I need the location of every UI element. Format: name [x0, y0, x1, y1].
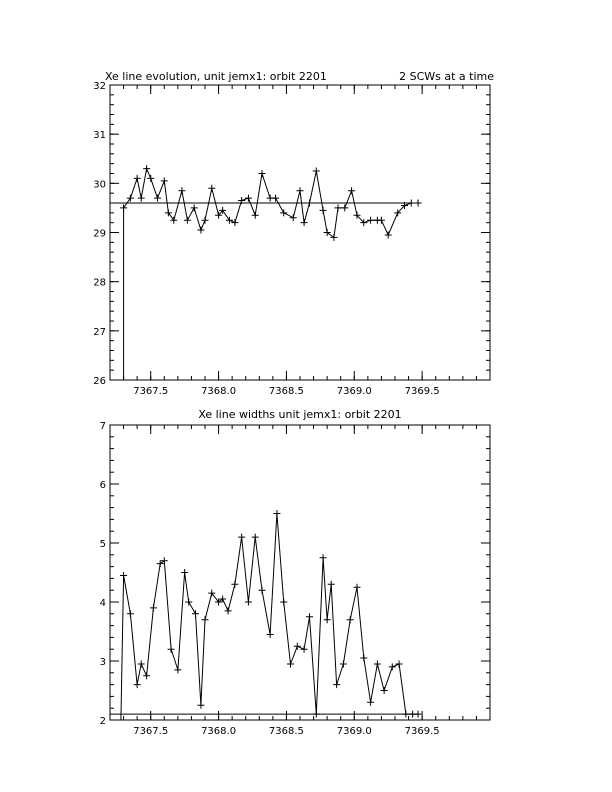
data-point	[127, 610, 134, 617]
x-tick-label: 7369.0	[336, 386, 372, 397]
y-tick-label: 2	[99, 716, 106, 727]
data-point	[328, 581, 335, 588]
data-point	[320, 554, 327, 561]
data-point	[120, 572, 127, 579]
data-point	[273, 510, 280, 517]
data-point	[191, 204, 198, 211]
data-point	[231, 581, 238, 588]
x-tick-label: 7369.5	[404, 386, 440, 397]
plot-frame	[110, 425, 490, 720]
data-point	[367, 217, 374, 224]
data-point	[267, 631, 274, 638]
data-point	[134, 681, 141, 688]
x-tick-label: 7367.5	[133, 386, 169, 397]
chart-annotation: 2 SCWs at a time	[399, 70, 494, 83]
data-point	[134, 175, 141, 182]
data-point	[290, 214, 297, 221]
data-point	[301, 219, 308, 226]
data-point	[335, 204, 342, 211]
data-point	[389, 663, 396, 670]
data-point	[185, 599, 192, 606]
y-tick-label: 29	[93, 228, 106, 240]
y-tick-label: 27	[93, 326, 106, 338]
data-point	[259, 587, 266, 594]
series-line	[121, 514, 418, 721]
data-point	[360, 655, 367, 662]
x-tick-label: 7368.5	[268, 726, 304, 737]
data-point	[415, 200, 422, 207]
data-point	[252, 534, 259, 541]
data-point	[341, 204, 348, 211]
y-tick-label: 4	[99, 598, 106, 609]
data-point	[174, 666, 181, 673]
data-point	[313, 168, 320, 175]
data-point	[381, 687, 388, 694]
data-point	[348, 187, 355, 194]
data-point	[138, 195, 145, 202]
data-point	[272, 195, 279, 202]
data-point	[324, 229, 331, 236]
data-point	[408, 200, 415, 207]
x-tick-label: 7367.5	[133, 726, 169, 737]
y-tick-label: 32	[93, 81, 106, 92]
data-point	[147, 175, 154, 182]
y-tick-label: 5	[99, 539, 106, 550]
data-point	[306, 200, 313, 207]
chart-xe-line-widths	[100, 408, 490, 737]
data-point	[120, 204, 127, 211]
x-tick-label: 7369.0	[336, 726, 372, 737]
data-point	[306, 613, 313, 620]
x-tick-label: 7368.5	[268, 386, 304, 397]
x-tick-label: 7368.0	[201, 726, 237, 737]
data-point	[143, 672, 150, 679]
data-point	[161, 177, 168, 184]
data-point	[192, 610, 199, 617]
chart-title: Xe line evolution, unit jemx1: orbit 2201	[105, 70, 327, 83]
data-point	[324, 616, 331, 623]
data-point	[245, 599, 252, 606]
data-point	[252, 212, 259, 219]
data-point	[294, 643, 301, 650]
data-point	[301, 646, 308, 653]
series-line	[124, 169, 419, 380]
data-point	[138, 660, 145, 667]
y-tick-label: 3	[99, 657, 106, 668]
data-point	[154, 195, 161, 202]
data-point	[385, 231, 392, 238]
data-point	[280, 599, 287, 606]
y-tick-label: 7	[99, 421, 106, 432]
y-tick-label: 28	[93, 277, 106, 289]
data-point	[374, 660, 381, 667]
data-point	[238, 534, 245, 541]
data-point	[184, 217, 191, 224]
data-point	[333, 681, 340, 688]
data-point	[202, 616, 209, 623]
data-point	[197, 702, 204, 709]
y-tick-label: 26	[93, 376, 106, 387]
data-point	[245, 195, 252, 202]
data-point	[340, 660, 347, 667]
data-point	[297, 187, 304, 194]
data-point	[354, 584, 361, 591]
chart-xe-line-evolution	[93, 70, 494, 397]
y-tick-label: 30	[93, 179, 106, 191]
data-point	[197, 227, 204, 234]
data-point	[150, 604, 157, 611]
x-tick-label: 7368.0	[201, 386, 237, 397]
data-point	[170, 217, 177, 224]
data-point	[330, 234, 337, 241]
y-tick-label: 6	[99, 480, 106, 491]
chart-title: Xe line widths unit jemx1: orbit 2201	[198, 408, 402, 421]
data-point	[202, 217, 209, 224]
data-point	[127, 195, 134, 202]
data-point	[143, 165, 150, 172]
data-point	[287, 660, 294, 667]
data-point	[347, 616, 354, 623]
data-point	[178, 187, 185, 194]
data-point	[367, 699, 374, 706]
data-point	[396, 660, 403, 667]
data-point	[378, 217, 385, 224]
y-tick-label: 31	[93, 130, 106, 142]
plot-frame	[110, 85, 490, 380]
data-point	[225, 607, 232, 614]
data-point	[415, 711, 422, 718]
data-point	[280, 209, 287, 216]
data-point	[320, 207, 327, 214]
data-point	[181, 569, 188, 576]
data-point	[259, 170, 266, 177]
data-point	[208, 185, 215, 192]
x-tick-label: 7369.5	[404, 726, 440, 737]
data-point	[168, 646, 175, 653]
